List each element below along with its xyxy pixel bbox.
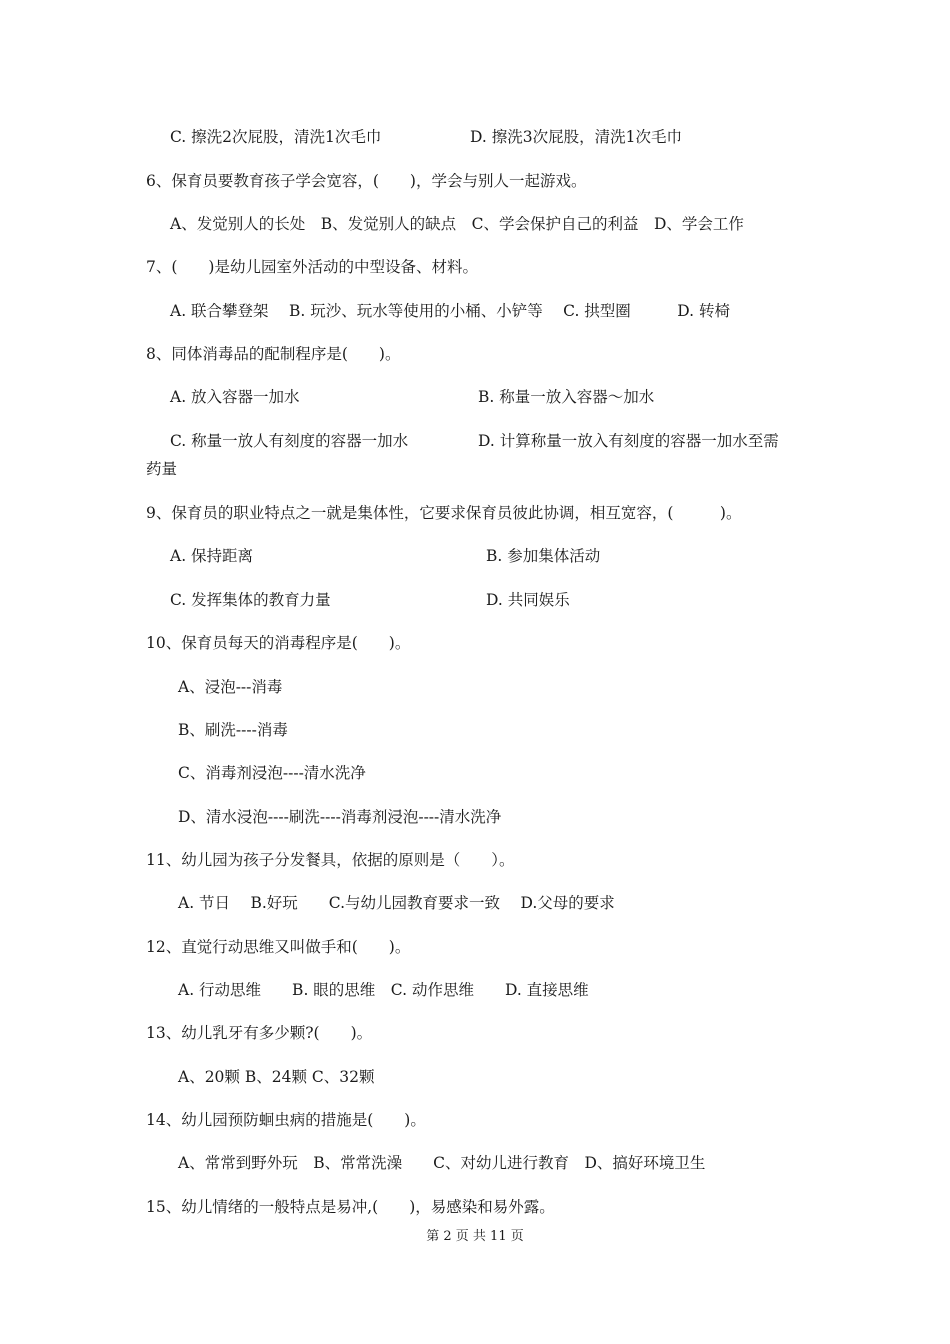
option-text: B、刷洗----消毒 — [178, 721, 288, 739]
option-text: C. 擦洗2次屁股，清洗1次毛巾 — [170, 128, 382, 146]
option-text: B. 称量一放入容器～加水 — [478, 388, 655, 406]
option-text: A. 节日 B.好玩 C.与幼儿园教育要求一致 D.父母的要求 — [178, 894, 615, 912]
question-line: 14、幼儿园预防蛔虫病的措施是( )。 — [146, 1111, 426, 1129]
option-text: A、发觉别人的长处 B、发觉别人的缺点 C、学会保护自己的利益 D、学会工作 — [170, 215, 744, 233]
option-text: C. 称量一放人有刻度的容器一加水 — [170, 432, 409, 450]
question-line: 13、幼儿乳牙有多少颗?( )。 — [146, 1024, 373, 1042]
option-text: C. 发挥集体的教育力量 — [170, 591, 331, 609]
question-line: 11、幼儿园为孩子分发餐具，依据的原则是（ ）。 — [146, 851, 515, 869]
option-text: C、消毒剂浸泡----清水洗净 — [178, 764, 366, 782]
option-text: A、20颗 B、24颗 C、32颗 — [178, 1068, 375, 1086]
question-line: 7、( )是幼儿园室外活动的中型设备、材料。 — [146, 258, 478, 276]
question-line: 9、保育员的职业特点之一就是集体性，它要求保育员彼此协调，相互宽容，( )。 — [146, 504, 742, 522]
option-text: A、常常到野外玩 B、常常洗澡 C、对幼儿进行教育 D、搞好环境卫生 — [178, 1154, 706, 1172]
question-line: 10、保育员每天的消毒程序是( )。 — [146, 634, 411, 652]
page-footer: 第 2 页 共 11 页 — [426, 1229, 524, 1244]
option-text: A. 保持距离 — [170, 547, 254, 565]
option-text: A. 行动思维 B. 眼的思维 C. 动作思维 D. 直接思维 — [178, 981, 589, 999]
question-line: 15、幼儿情绪的一般特点是易冲,( )，易感染和易外露。 — [146, 1198, 555, 1216]
option-text: D. 擦洗3次屁股，清洗1次毛巾 — [470, 128, 682, 146]
option-text: A. 联合攀登架 B. 玩沙、玩水等使用的小桶、小铲等 C. 拱型圈 D. 转椅 — [170, 302, 731, 320]
option-text: A、浸泡---消毒 — [178, 678, 283, 696]
question-line: 12、直觉行动思维又叫做手和( )。 — [146, 938, 411, 956]
option-text: D. 共同娱乐 — [486, 591, 570, 609]
option-text: A. 放入容器一加水 — [170, 388, 300, 406]
question-line: 药量 — [146, 460, 178, 478]
option-text: B. 参加集体活动 — [486, 547, 601, 565]
option-text: D、清水浸泡----刷洗----消毒剂浸泡----清水洗净 — [178, 808, 502, 826]
question-line: 8、同体消毒品的配制程序是( )。 — [146, 345, 401, 363]
option-text: D. 计算称量一放入有刻度的容器一加水至需 — [478, 432, 779, 450]
question-line: 6、保育员要教育孩子学会宽容，( )，学会与别人一起游戏。 — [146, 172, 587, 190]
